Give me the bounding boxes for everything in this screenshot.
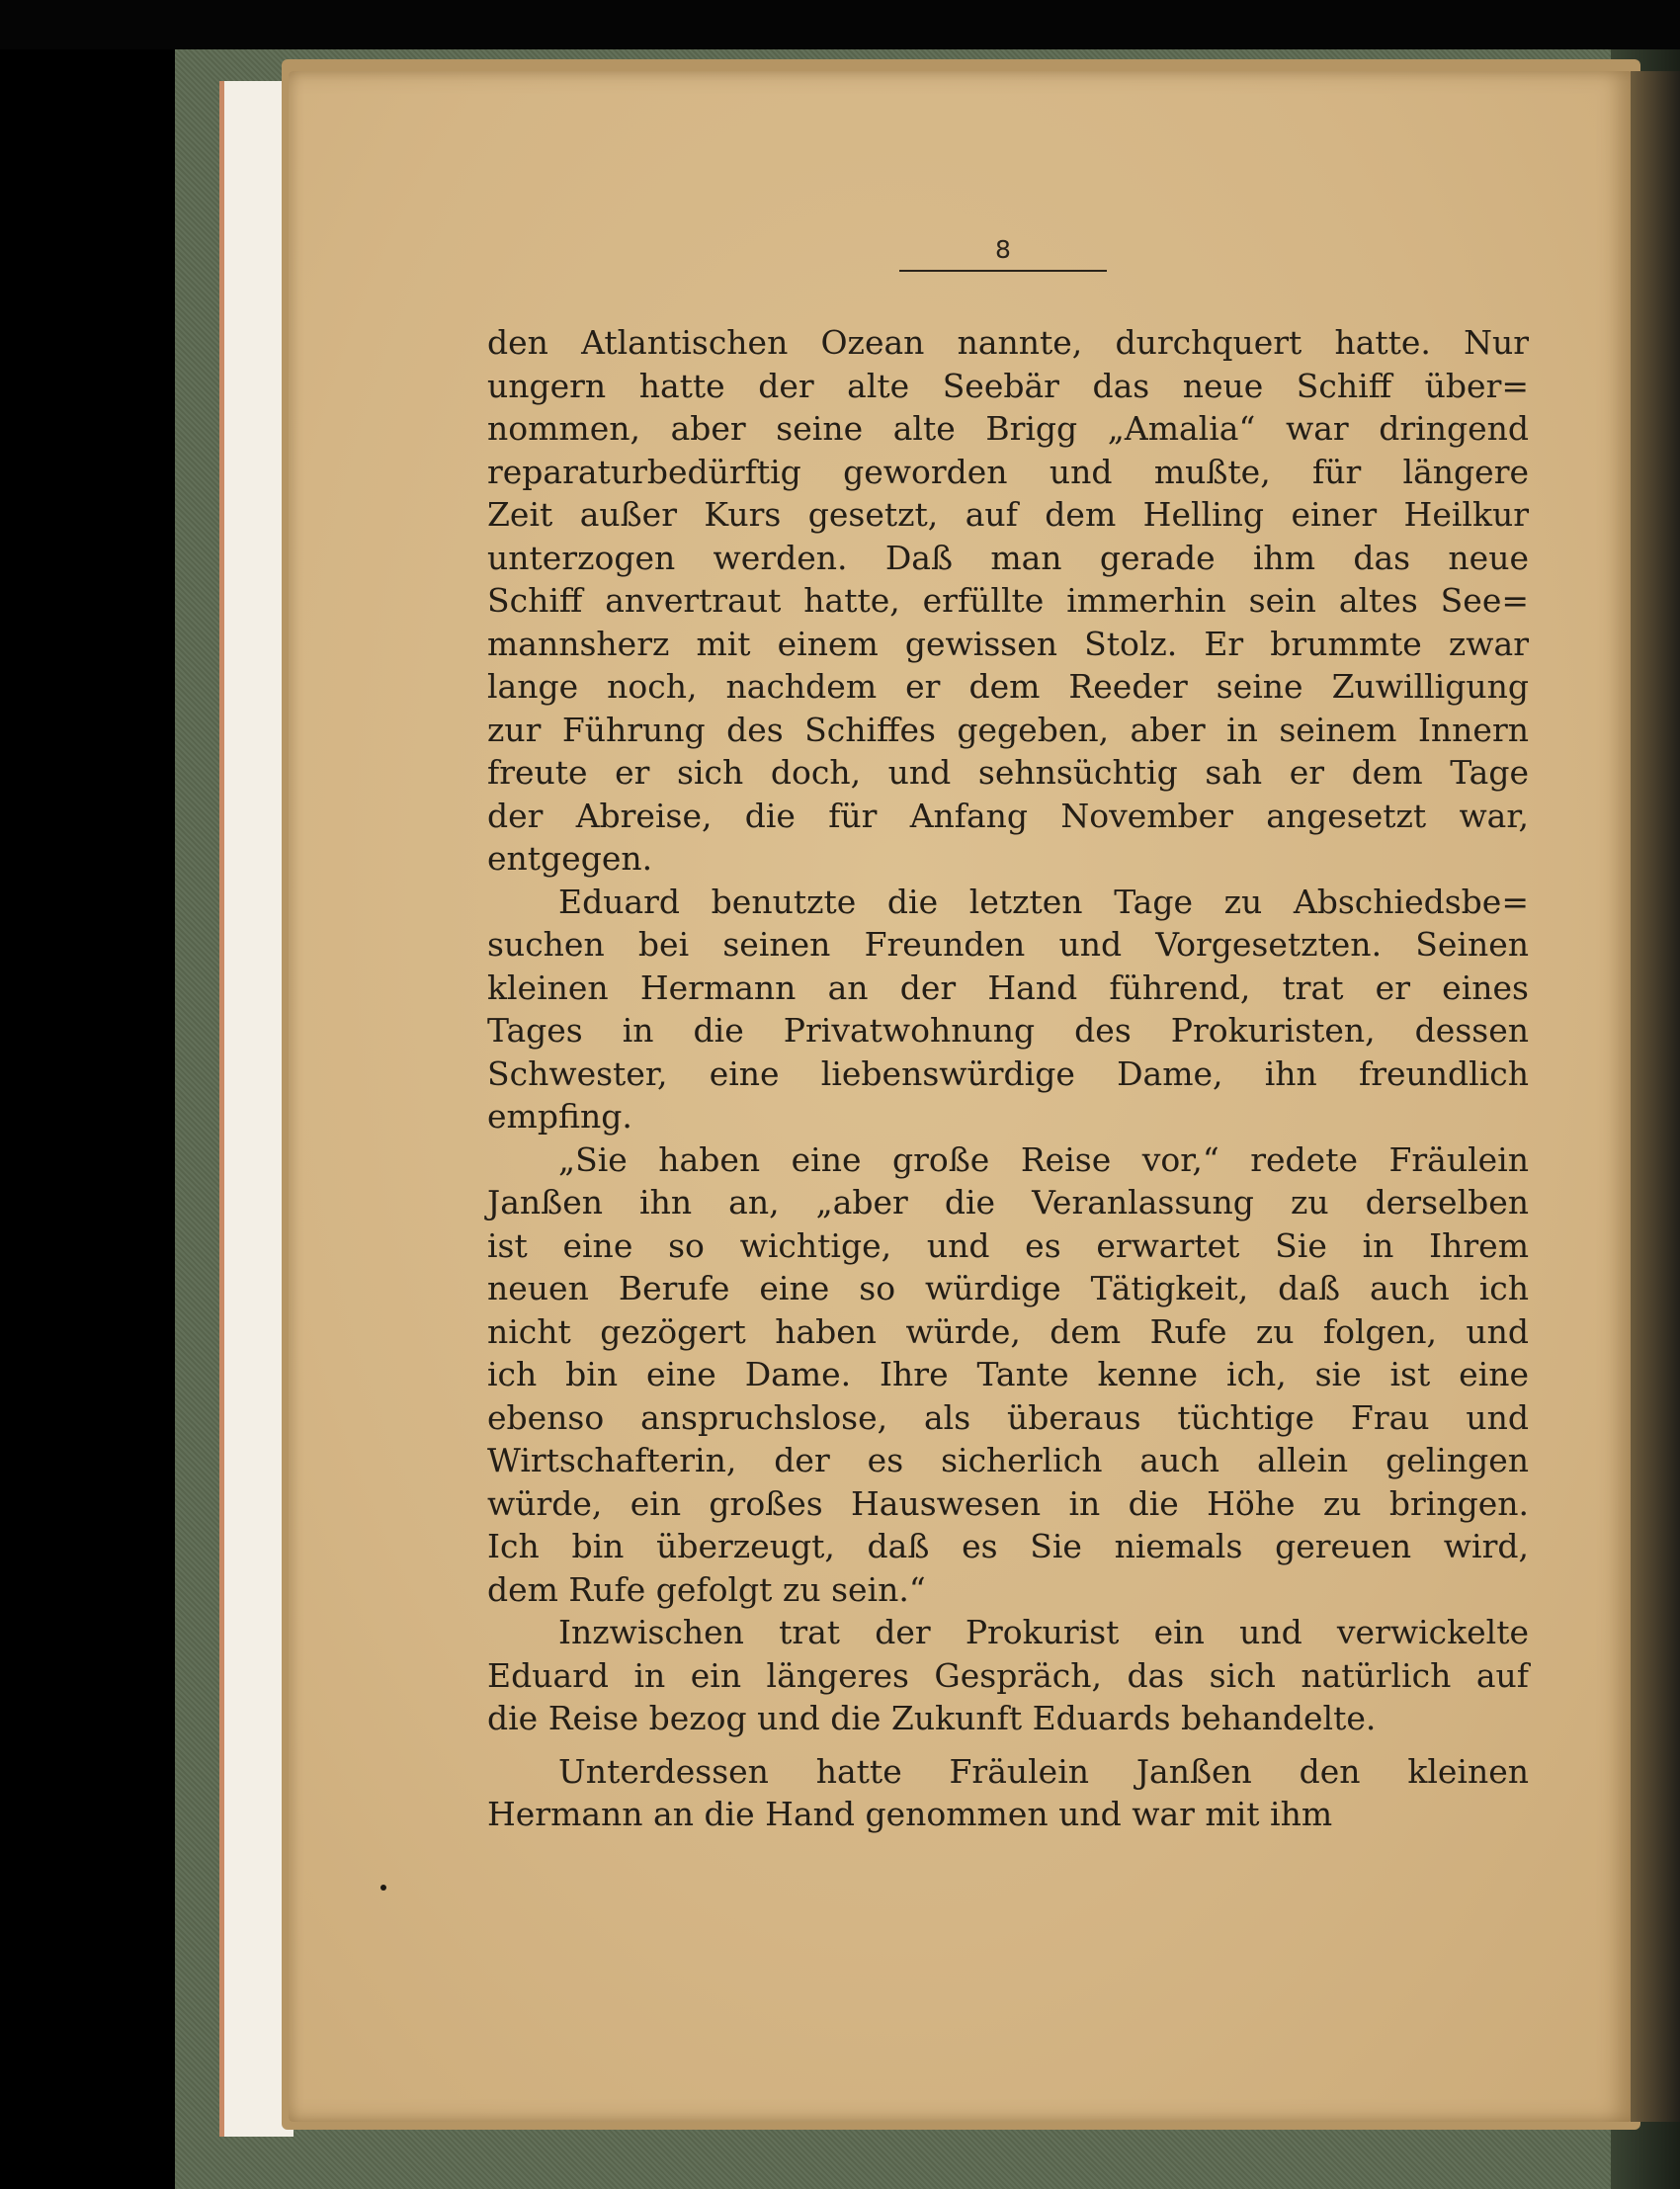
text-line: reparaturbedürftig geworden und mußte, für längere — [487, 452, 1529, 491]
text-line: unterzogen werden. Daß man gerade ihm das neue — [487, 538, 1529, 577]
page-gutter — [1631, 71, 1680, 2122]
text-line: Unterdessen hatte Fräulein Janßen den kleinen — [558, 1751, 1529, 1791]
text-line: zur Führung des Schiffes gegeben, aber in seinem Innern — [487, 710, 1529, 749]
text-line: Inzwischen trat der Prokurist ein und verwickelte — [558, 1613, 1529, 1651]
paragraph — [487, 1750, 1529, 1836]
paragraph — [487, 1138, 1529, 1612]
text-line: Janßen ihn an, „aber die Veranlassung zu derselben — [487, 1183, 1529, 1221]
text-line: „Sie haben eine große Reise vor,“ redete Fräulein — [558, 1139, 1529, 1179]
text-line: dem Rufe gefolgt zu sein.“ — [487, 1569, 926, 1609]
paragraph — [487, 1611, 1529, 1740]
text-line: ist eine so wichtige, und es erwartet Sie in Ihrem — [487, 1225, 1529, 1265]
paragraph — [487, 321, 1529, 881]
text-line: Eduard in ein längeres Gespräch, das sich natürlich auf — [487, 1655, 1529, 1695]
text-line: ich bin eine Dame. Ihre Tante kenne ich, sie ist eine — [487, 1355, 1529, 1393]
scan-background — [0, 0, 1680, 49]
text-line: mannsherz mit einem gewissen Stolz. Er brummte zwar — [487, 624, 1529, 663]
text-line: Ich bin überzeugt, daß es Sie niemals gereuen wird, — [487, 1527, 1529, 1565]
text-line: den Atlantischen Ozean nannte, durchquert hatte. Nur — [487, 323, 1529, 362]
text-line: Schwester, eine liebenswürdige Dame, ihn freundlich — [487, 1053, 1529, 1093]
text-line: empfing. — [487, 1097, 632, 1136]
text-line: Wirtschafterin, der es sicherlich auch allein gelingen — [487, 1441, 1529, 1479]
text-line: ebenso anspruchslose, als überaus tüchtige Frau und — [487, 1397, 1529, 1437]
text-line: Schiff anvertraut hatte, erfüllte immerhin sein altes See= — [487, 581, 1529, 620]
text-line: suchen bei seinen Freunden und Vorgesetzten. Seinen — [487, 925, 1529, 964]
ink-speck — [380, 1885, 386, 1891]
text-line: der Abreise, die für Anfang November angesetzt war, — [487, 796, 1529, 835]
text-line: neuen Berufe eine so würdige Tätigkeit, daß auch ich — [487, 1269, 1529, 1307]
text-line: Eduard benutzte die letzten Tage zu Abschiedsbe= — [558, 882, 1529, 921]
text-line: nommen, aber seine alte Brigg „Amalia“ war dringend — [487, 409, 1529, 448]
text-line: Hermann an die Hand genommen und war mit ihm — [487, 1795, 1333, 1833]
text-line: ungern hatte der alte Seebär das neue Schiff über= — [487, 366, 1529, 405]
text-line: freute er sich doch, und sehnsüchtig sah er dem Tage — [487, 753, 1529, 792]
body-text — [487, 321, 1529, 1836]
header-rule — [899, 270, 1107, 272]
text-line: die Reise bezog und die Zukunft Eduards behandelte. — [487, 1699, 1377, 1737]
text-line: Tages in die Privatwohnung des Prokuristen, dessen — [487, 1011, 1529, 1050]
text-line: Zeit außer Kurs gesetzt, auf dem Helling einer Heilkur — [487, 495, 1529, 534]
text-line: lange noch, nachdem er dem Reeder seine Zuwilligung — [487, 667, 1529, 706]
text-line: würde, ein großes Hauswesen in die Höhe zu bringen. — [487, 1483, 1529, 1523]
text-line: nicht gezögert haben würde, dem Rufe zu folgen, und — [487, 1311, 1529, 1351]
paragraph — [487, 881, 1529, 1138]
text-line: kleinen Hermann an der Hand führend, trat er eines — [487, 968, 1529, 1007]
page-number: 8 — [995, 235, 1011, 264]
text-line: entgegen. — [487, 839, 653, 878]
